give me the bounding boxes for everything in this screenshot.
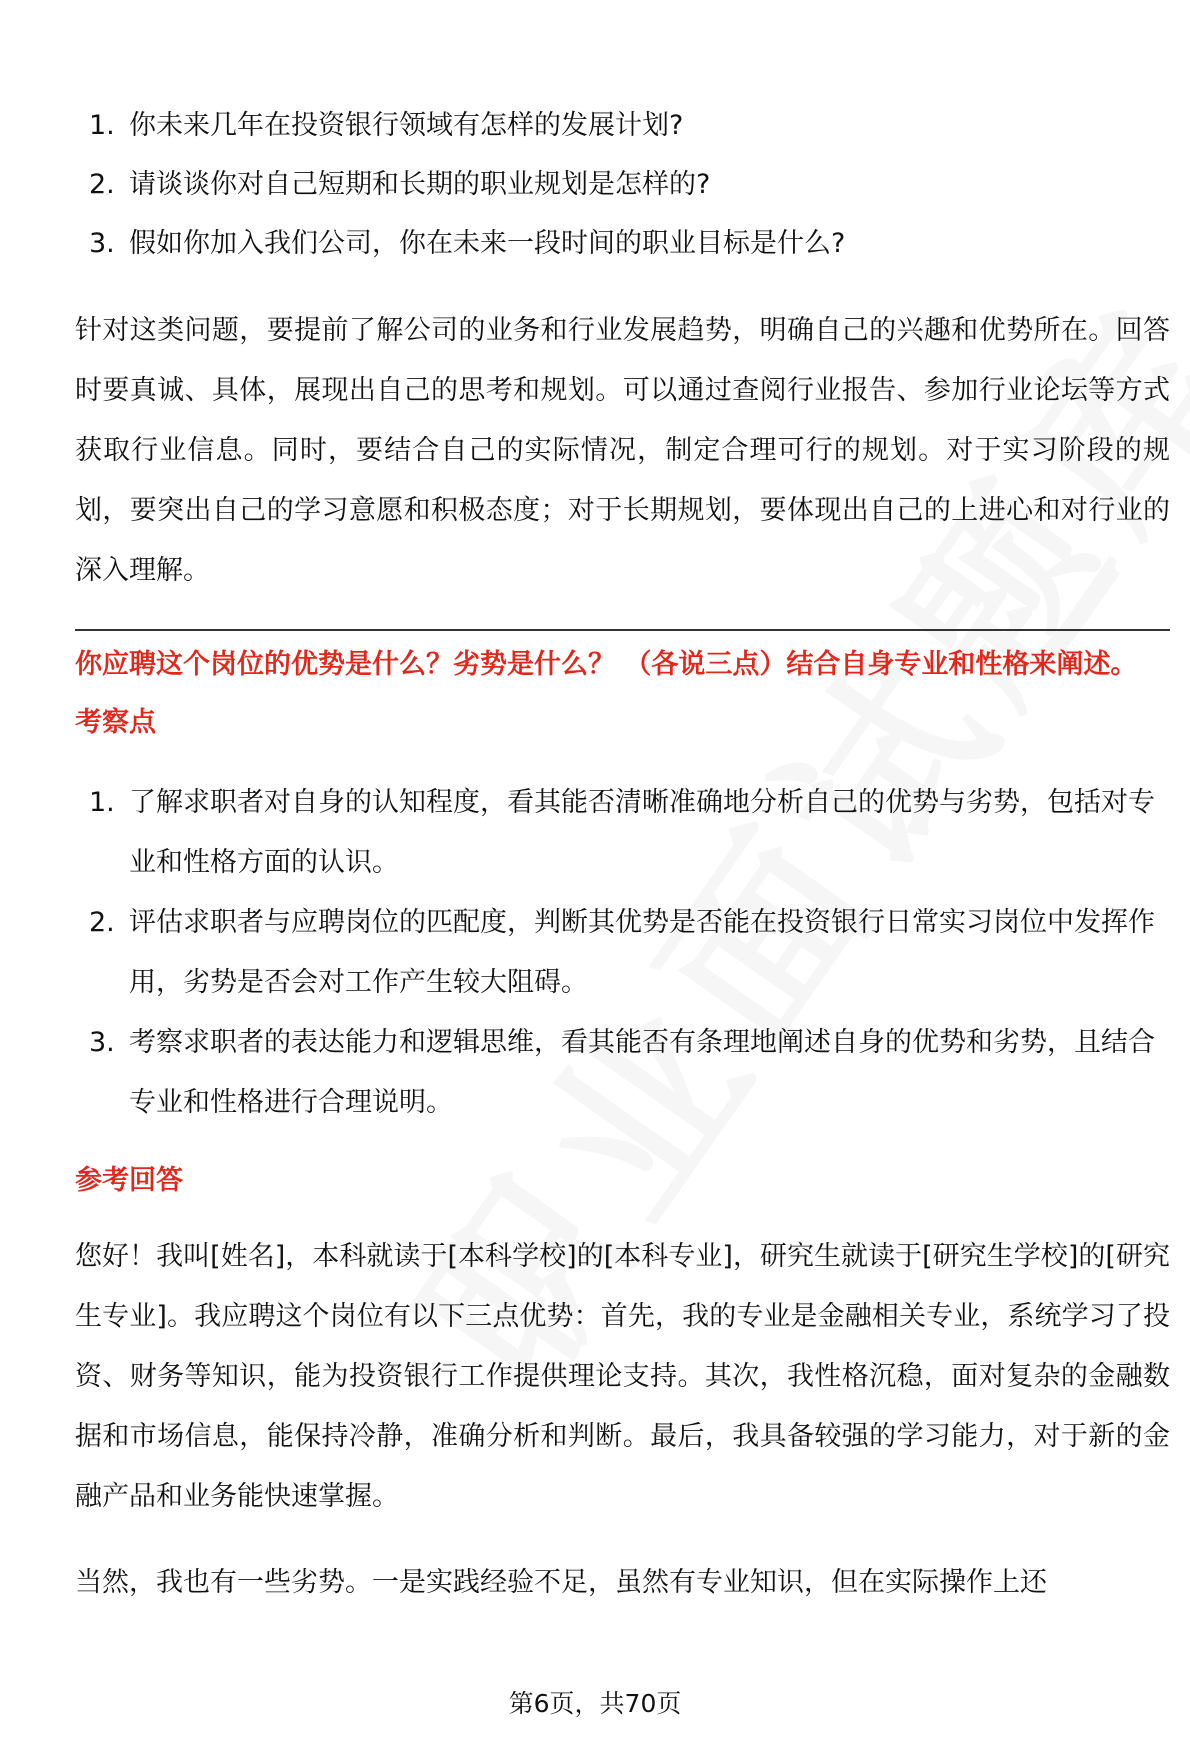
list-item (75, 214, 1170, 273)
list-text: 评估求职者与应聘岗位的匹配度，判断其优势是否能在投资银行日常实习岗位中发挥作用，劣势是否会对工作产生较大阻碍。 (129, 907, 1155, 998)
list-item (75, 773, 1170, 893)
answer-heading: 参考回答 (75, 1165, 183, 1196)
answer-paragraph-continued: 当然，我也有一些劣势。一是实践经验不足，虽然有专业知识，但在实际操作上还 (75, 1567, 1047, 1598)
section-divider (75, 629, 1170, 631)
advice-paragraph: 针对这类问题，要提前了解公司的业务和行业发展趋势，明确自己的兴趣和优势所在。回答时要真诚、具体，展现出自己的思考和规划。可以通过查阅行业报告、参加行业论坛等方式获取行业信息。同时，要结合自己的实际情况，制定合理可行的规划。对于实习阶段的规划，要突出自己的学习意愿和积极态度；对于长期规划，要体现出自己的上进心和对行业的深入理解。 (75, 315, 1170, 586)
list-item (75, 1013, 1170, 1133)
list-text: 你未来几年在投资银行领域有怎样的发展计划? (129, 110, 684, 141)
interview-question: 你应聘这个岗位的优势是什么？劣势是什么？ （各说三点）结合自身专业和性格来阐述。 (75, 649, 1138, 680)
list-number: 2. (89, 169, 115, 200)
answer-paragraph: 您好！我叫[姓名]，本科就读于[本科学校]的[本科专业]，研究生就读于[研究生学校]的[研究生专业]。我应聘这个岗位有以下三点优势：首先，我的专业是金融相关专业，系统学习了投资、财务等知识，能为投资银行工作提供理论支持。其次，我性格沉稳，面对复杂的金融数据和市场信息，能保持冷静，准确分析和判断。最后，我具备较强的学习能力，对于新的金融产品和业务能快速掌握。 (75, 1241, 1170, 1512)
list-number: 3. (89, 1027, 115, 1058)
page-number: 第6页，共70页 (508, 1689, 682, 1718)
focus-list (75, 773, 1170, 1133)
list-number: 1. (89, 787, 115, 818)
list-item (75, 155, 1170, 214)
list-number: 3. (89, 228, 115, 259)
page-content (75, 96, 1170, 1613)
list-text: 了解求职者对自身的认知程度，看其能否清晰准确地分析自己的优势与劣势，包括对专业和性格方面的认识。 (129, 787, 1155, 878)
list-item (75, 893, 1170, 1013)
list-number: 1. (89, 110, 115, 141)
focus-heading: 考察点 (75, 707, 156, 738)
list-text: 考察求职者的表达能力和逻辑思维，看其能否有条理地阐述自身的优势和劣势，且结合专业和性格进行合理说明。 (129, 1027, 1155, 1118)
list-text: 请谈谈你对自己短期和长期的职业规划是怎样的? (129, 169, 711, 200)
list-item (75, 96, 1170, 155)
list-number: 2. (89, 907, 115, 938)
list-text: 假如你加入我们公司，你在未来一段时间的职业目标是什么? (129, 228, 846, 259)
question-list (75, 96, 1170, 273)
